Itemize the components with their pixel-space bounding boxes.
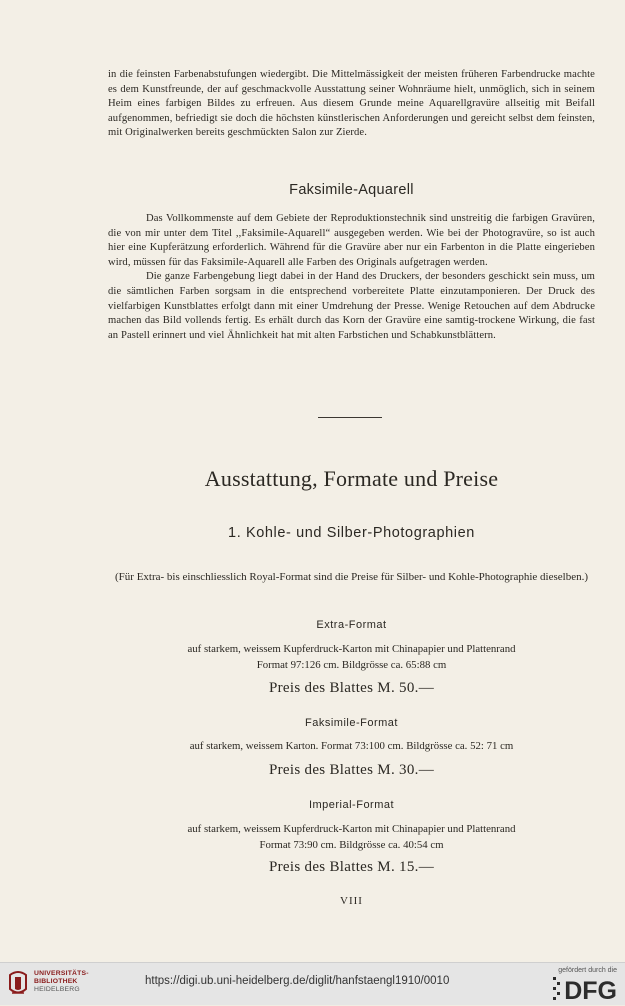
section-note: (Für Extra- bis einschliesslich Royal-Format sind die Preise für Silber- und Kohle-Photographie dieselben.) (115, 571, 588, 583)
format-title-imperial: Imperial-Format (308, 799, 395, 811)
faksimile-paragraph-2: Die ganze Farbengebung liegt dabei in der Hand des Druckers, der besonders geschickt sein muss, um die sämtlichen Farben sorgsam in die entsprechend vorbereitete Platte einzutamponieren. Der Druck des vielfarbigen Kunstblattes erfolgt dann mit einer Umdrehung der Presse. Wenige Retouchen auf dem Abdrucke machen das Bild vollends fertig. Es erhält durch das Korn der Gravüre eine samtig-trockene Wirkung, die fast an Pastell erinnert und viel Ähnlichkeit hat mit alten Farbstichen und Schabkunstblättern. (108, 271, 595, 341)
university-library-logo-text[interactable] (34, 970, 89, 994)
permalink-url[interactable]: https://digi.ub.uni-heidelberg.de/diglit/hanfstaengl1910/0010 (145, 975, 450, 987)
university-library-logo-icon[interactable] (6, 969, 30, 999)
intro-paragraph: in die feinsten Farbenabstufungen wiedergibt. Die Mittelmässigkeit der meisten früheren Farbendrucke machte es dem Kunstfreunde, der auf geschmackvolle Ausstattung seiner Wohnräume hielt, unmöglich, sich in seinem Heim eines farbigen Bildes zu erfreuen. Aus diesem Grunde meine Aquarellgravüre allseitig mit Beifall aufgenommen, befriedigt sie doch die höchsten künstlerischen Anforderungen und gereicht selbst dem feinsten, mit Originalwerken bereits geschmückten Salon zur Zierde. (108, 69, 595, 139)
section-divider (318, 417, 382, 418)
main-title: Ausstattung, Formate und Preise (204, 466, 499, 491)
intro-block (108, 68, 595, 141)
logo-line-3: HEIDELBERG (34, 986, 80, 993)
page-number: VIII (340, 895, 363, 907)
logo-line-1: UNIVERSITÄTS- (34, 970, 89, 977)
faksimile-block (108, 212, 595, 343)
format-line-faksimile-1: auf starkem, weissem Karton. Format 73:100 cm. Bildgrösse ca. 52: 71 cm (189, 740, 514, 752)
dfg-logo[interactable]: DFG (564, 977, 617, 1005)
price-extra: Preis des Blattes M. 50.— (269, 680, 434, 696)
section-title: 1. Kohle- und Silber-Photographien (228, 525, 475, 541)
dfg-mark-icon (553, 977, 560, 1001)
sponsor-label: gefördert durch die (558, 967, 617, 974)
format-title-extra: Extra-Format (316, 619, 387, 631)
format-line-extra-2: Format 97:126 cm. Bildgrösse ca. 65:88 cm (256, 659, 447, 671)
viewer-footer (0, 962, 625, 1005)
faksimile-paragraph-1: Das Vollkommenste auf dem Gebiete der Reproduktionstechnik sind unstreitig die farbigen Gravüren, die von mir unter dem Titel ,,Faksimile-Aquarell“ ausgegeben werden. Wie bei der Photogravüre, so ist auch hier eine Kupferätzung erforderlich. Während für die Gravüre aber nur ein Farbenton in die Platte eingerieben wird, müssen für das Faksimile-Aquarell alle Farben des Originals aufgetragen werden. (108, 213, 595, 268)
format-title-faksimile: Faksimile-Format (305, 717, 398, 729)
logo-line-2: BIBLIOTHEK (34, 978, 78, 985)
format-line-imperial-1: auf starkem, weissem Kupferdruck-Karton mit Chinapapier und Plattenrand (187, 823, 516, 835)
format-line-imperial-2: Format 73:90 cm. Bildgrösse ca. 40:54 cm (259, 839, 444, 851)
faksimile-heading: Faksimile-Aquarell (289, 182, 414, 198)
price-imperial: Preis des Blattes M. 15.— (269, 859, 434, 875)
format-line-extra-1: auf starkem, weissem Kupferdruck-Karton mit Chinapapier und Plattenrand (187, 643, 516, 655)
price-faksimile: Preis des Blattes M. 30.— (269, 762, 434, 778)
